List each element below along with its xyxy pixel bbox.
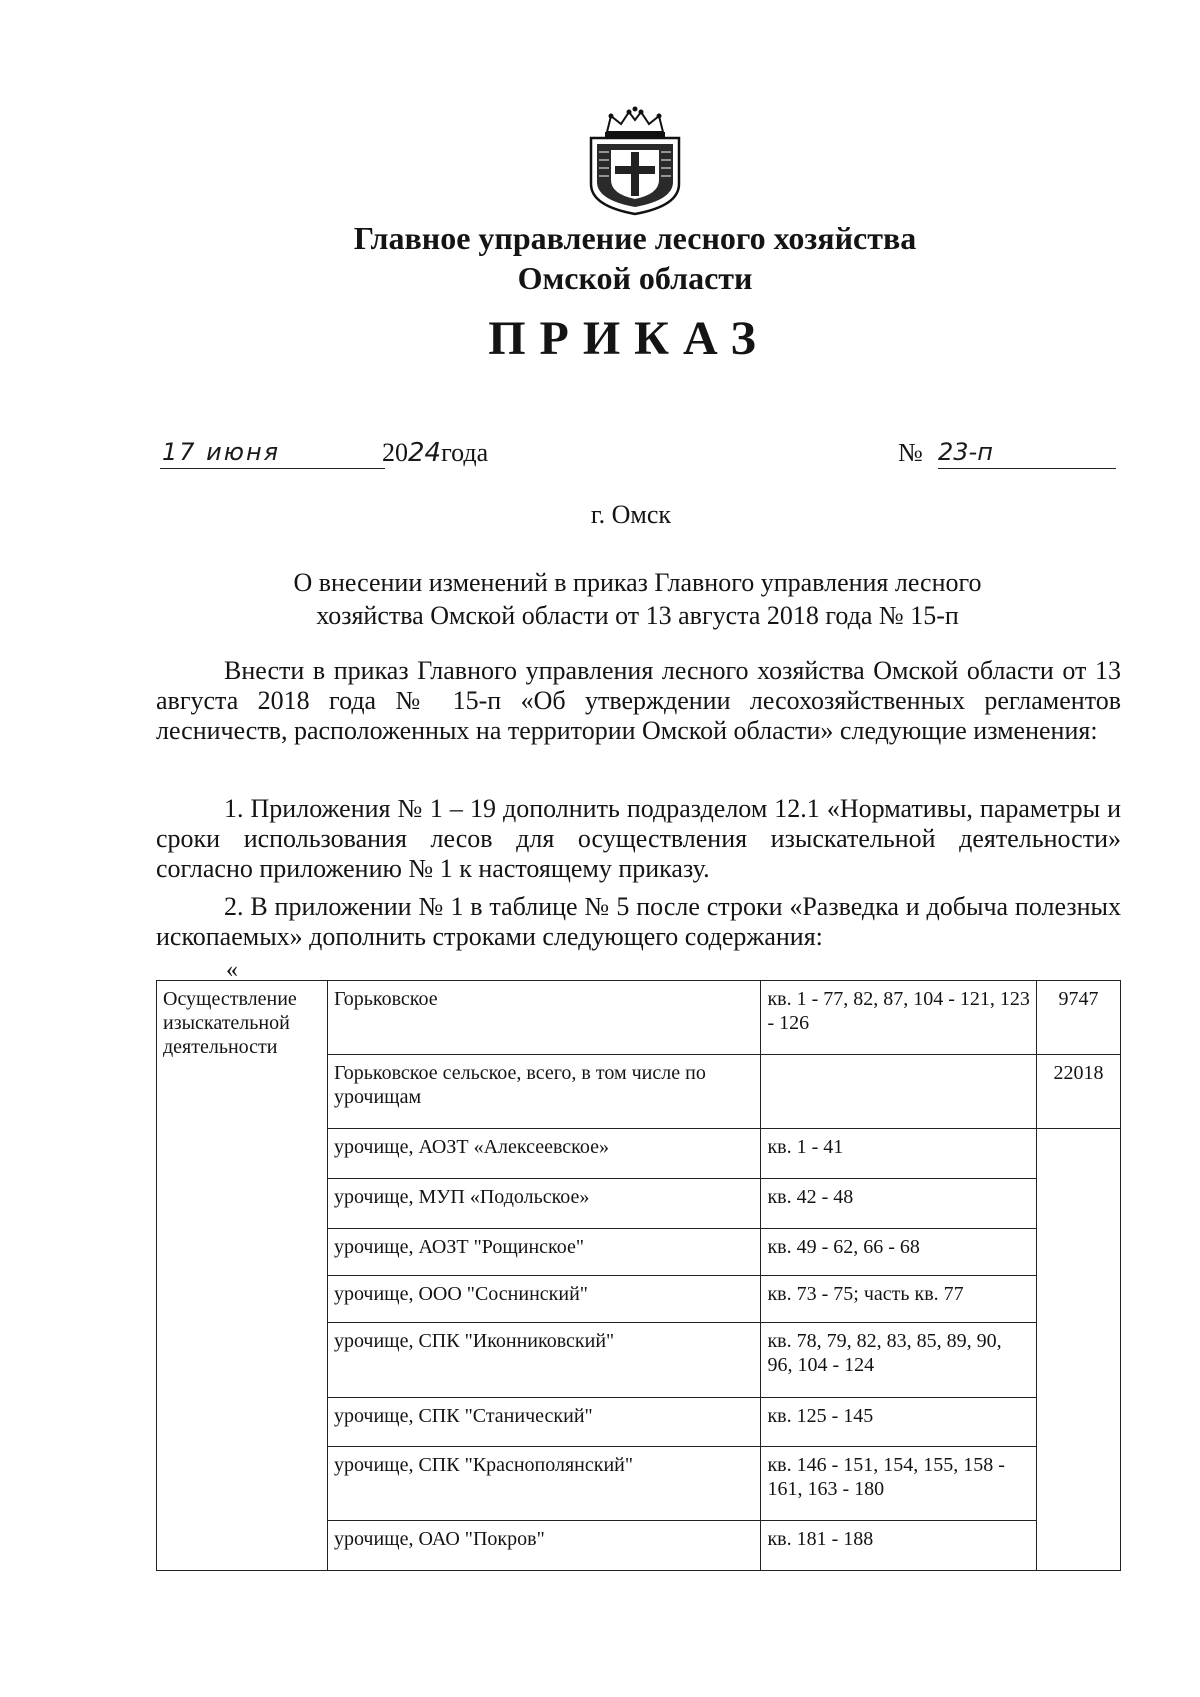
quarters-cell: кв. 78, 79, 82, 83, 85, 89, 90, 96, 104 - 124 bbox=[761, 1323, 1037, 1398]
quarters-cell: кв. 42 - 48 bbox=[761, 1179, 1037, 1229]
number-handwritten: 23-п bbox=[938, 438, 993, 466]
forestry-name-cell: Горьковское сельское, всего, в том числе по урочищам bbox=[327, 1055, 761, 1129]
tract-name-cell: урочище, АОЗТ «Алексеевское» bbox=[327, 1129, 761, 1179]
document-subject: О внесении изменений в приказ Главного управления лесного хозяйства Омской области от 13 августа 2018 года № 15-п bbox=[293, 568, 982, 630]
coat-of-arms-icon bbox=[585, 106, 685, 216]
forestry-name-cell: Горьковское bbox=[327, 981, 761, 1055]
amendment-table bbox=[156, 980, 1121, 1571]
paragraph-item-1: 1. Приложения № 1 – 19 дополнить подразделом 12.1 «Нормативы, параметры и сроки использования лесов для осуществления изыскательной деятельности» согласно приложению № 1 к настоящему приказу. bbox=[156, 794, 1121, 883]
tract-name-cell: урочище, МУП «Подольское» bbox=[327, 1179, 761, 1229]
tract-name-cell: урочище, ОАО "Покров" bbox=[327, 1521, 761, 1571]
organization-name-line1: Главное управление лесного хозяйства bbox=[353, 220, 917, 256]
number-field bbox=[938, 438, 1116, 469]
city: г. Омск bbox=[590, 500, 672, 529]
table-row bbox=[157, 981, 1121, 1055]
date-day-field bbox=[160, 440, 385, 469]
opening-quote-mark: « bbox=[226, 957, 238, 983]
number-sign: № bbox=[898, 438, 923, 467]
year-word: года bbox=[441, 438, 489, 467]
tract-name-cell: урочище, СПК "Станический" bbox=[327, 1398, 761, 1447]
year-prefix: 20 bbox=[382, 438, 408, 467]
date-day-handwritten: 17 июня bbox=[162, 438, 281, 466]
area-cell: 22018 bbox=[1037, 1055, 1121, 1129]
tract-name-cell: урочище, СПК "Иконниковский" bbox=[327, 1323, 761, 1398]
area-cell-merged bbox=[1037, 1129, 1121, 1571]
year-suffix-handwritten: 24 bbox=[408, 438, 442, 468]
tract-name-cell: урочище, СПК "Краснополянский" bbox=[327, 1447, 761, 1521]
quarters-cell: кв. 1 - 77, 82, 87, 104 - 121, 123 - 126 bbox=[761, 981, 1037, 1055]
paragraph-item-2: 2. В приложении № 1 в таблице № 5 после строки «Разведка и добыча полезных ископаемых» дополнить строками следующего содержания: bbox=[156, 892, 1121, 951]
quarters-cell bbox=[761, 1055, 1037, 1129]
quarters-cell: кв. 181 - 188 bbox=[761, 1521, 1037, 1571]
tract-name-cell: урочище, АОЗТ "Рощинское" bbox=[327, 1229, 761, 1276]
document-type-title: ПРИКАЗ bbox=[488, 312, 770, 365]
activity-cell: Осуществление изыскательной деятельности bbox=[157, 981, 328, 1571]
area-cell: 9747 bbox=[1037, 981, 1121, 1055]
quarters-cell: кв. 146 - 151, 154, 155, 158 - 161, 163 - 180 bbox=[761, 1447, 1037, 1521]
quarters-cell: кв. 1 - 41 bbox=[761, 1129, 1037, 1179]
paragraph-intro: Внести в приказ Главного управления лесного хозяйства Омской области от 13 августа 2018 года № 15-п «Об утверждении лесохозяйственных регламентов лесничеств, расположенных на территории Омской области» следующие изменения: bbox=[156, 656, 1121, 745]
tract-name-cell: урочище, ООО "Соснинский" bbox=[327, 1276, 761, 1323]
quarters-cell: кв. 49 - 62, 66 - 68 bbox=[761, 1229, 1037, 1276]
organization-name-line2: Омской области bbox=[517, 260, 753, 296]
date-year bbox=[382, 440, 488, 466]
quarters-cell: кв. 73 - 75; часть кв. 77 bbox=[761, 1276, 1037, 1323]
quarters-cell: кв. 125 - 145 bbox=[761, 1398, 1037, 1447]
